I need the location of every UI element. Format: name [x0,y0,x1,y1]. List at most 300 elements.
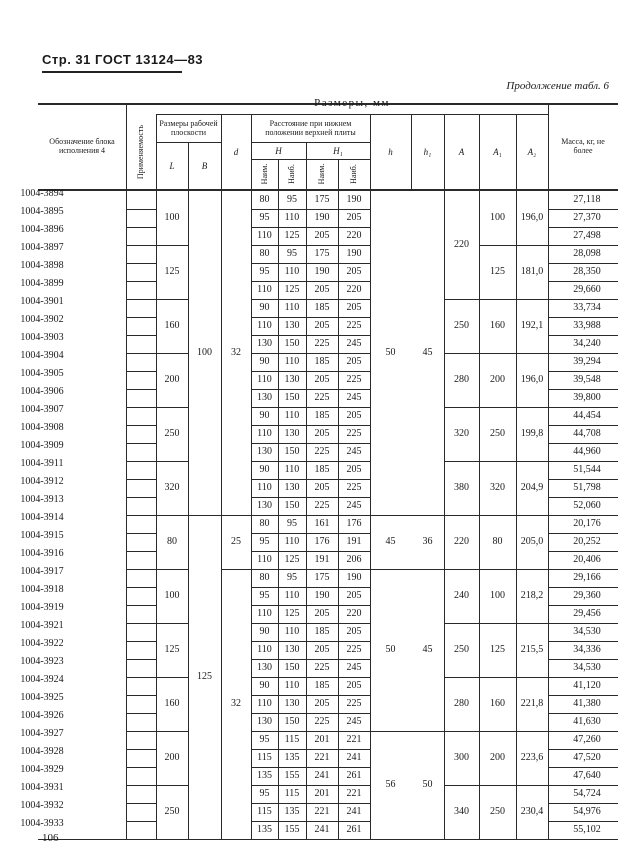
A1-value: 100 [490,212,505,223]
mass-value: 44,454 [573,410,601,421]
A1-value: 200 [490,374,505,385]
d-value: 25 [231,536,241,547]
header-rule [42,71,182,73]
H1-min-value: 241 [314,824,330,835]
mass-value: 52,060 [573,500,601,511]
row-rule [251,587,370,588]
H1-max-value: 261 [346,824,362,835]
H-max-value: 130 [284,482,300,493]
H1-min-value: 205 [314,698,330,709]
row-rule [548,389,618,390]
H1-max-value: 245 [346,716,362,727]
h-header: h [388,146,393,157]
header-column-rule [516,114,517,189]
H-min-value: 90 [259,680,270,691]
H1-min-value: 221 [314,752,330,763]
row-rule [548,263,618,264]
group-rule [516,785,548,786]
row-rule [126,461,156,462]
group-rule [479,461,516,462]
H-min-value: 130 [257,662,272,673]
row-rule [251,695,370,696]
block-designation: 1004-3901 [20,296,64,307]
mass-value: 29,360 [573,590,601,601]
row-rule [126,821,156,822]
L-value: 100 [164,590,180,601]
mass-value: 44,708 [573,428,601,439]
block-designation: 1004-3906 [20,386,64,397]
row-rule [548,533,618,534]
row-rule [126,767,156,768]
H-max-value: 135 [284,752,300,763]
row-rule [126,605,156,606]
row-rule [126,497,156,498]
header-rule [251,142,370,143]
H-min-value: 110 [257,482,272,493]
mass-value: 20,406 [573,554,601,565]
group-rule [479,245,516,246]
row-rule [126,353,156,354]
h1-value: 45 [422,644,433,655]
h1-value: 36 [422,536,433,547]
block-designation: 1004-3931 [20,782,64,793]
A2-value: 196,0 [520,374,544,385]
H1-min-value: 225 [314,500,330,511]
body-column-rule [516,189,517,839]
L-value: 100 [164,212,180,223]
H1-max-value: 245 [346,446,362,457]
row-rule [548,749,618,750]
mass-value: 41,630 [573,716,601,727]
H-min-value: 95 [259,590,270,601]
H-max-value: 110 [284,302,300,313]
row-rule [548,605,618,606]
mass-value: 34,530 [573,626,601,637]
A2-value: 223,6 [520,752,544,763]
row-rule [251,641,370,642]
A2-value: 221,8 [520,698,544,709]
mass-value: 27,118 [573,194,601,205]
group-rule [370,569,444,570]
A1-value: 320 [490,482,505,493]
row-rule [126,623,156,624]
row-rule [548,443,618,444]
header-column-rule [411,114,412,189]
block-designation: 1004-3905 [20,368,64,379]
row-rule [126,425,156,426]
applicability-header: Применяемость [136,124,145,179]
block-designation: 1004-3903 [20,332,64,343]
H1-max-value: 191 [346,536,362,547]
header-rule [251,159,370,160]
H1-min-value: 185 [314,356,330,367]
row-rule [548,551,618,552]
block-designation: 1004-3902 [20,314,64,325]
mass-value: 44,960 [573,446,601,457]
A2-header: A₂ [527,146,537,157]
A-value: 250 [454,320,469,331]
row-rule [126,407,156,408]
row-rule [251,209,370,210]
A-header: A [458,146,465,157]
row-rule [251,281,370,282]
header-column-rule [444,114,445,189]
row-rule [548,461,618,462]
H-min-value: 90 [259,410,270,421]
max-header: Наиб. [287,164,296,184]
group-rule [444,677,479,678]
block-designation: 1004-3914 [20,512,64,523]
H1-min-value: 175 [314,572,330,583]
row-rule [251,407,370,408]
H-min-value: 130 [257,716,272,727]
H1-min-value: 201 [314,734,330,745]
block-designation: 1004-3917 [20,566,64,577]
mass-value: 51,798 [573,482,601,493]
H1-min-value: 205 [314,374,330,385]
body-column-rule [126,189,127,839]
A1-value: 100 [490,590,505,601]
group-rule [479,353,516,354]
H1-max-value: 241 [346,806,362,817]
H-min-value: 90 [259,626,270,637]
group-rule [479,731,516,732]
block-designation: 1004-3925 [20,692,64,703]
row-rule [251,767,370,768]
L-value: 160 [164,320,180,331]
group-rule [221,569,251,570]
H-max-value: 95 [287,248,297,259]
block-designation: 1004-3895 [20,206,64,217]
header-column-rule [278,159,279,189]
block-designation: 1004-3928 [20,746,64,757]
header-bottom-rule [38,189,618,191]
H1-min-value: 161 [314,518,330,529]
row-rule [548,641,618,642]
header-column-rule [479,114,480,189]
H-max-value: 95 [287,518,297,529]
row-rule [251,803,370,804]
H1-max-value: 225 [346,482,362,493]
mass-value: 28,098 [573,248,601,259]
mass-value: 34,336 [573,644,601,655]
block-designation: 1004-3916 [20,548,64,559]
H1-max-value: 205 [346,356,362,367]
H1-max-value: 205 [346,590,362,601]
H-max-value: 130 [284,644,300,655]
row-rule [548,515,618,516]
A1-value: 160 [490,698,505,709]
H1-max-value: 221 [346,788,362,799]
row-rule [251,659,370,660]
H1-min-value: 225 [314,446,330,457]
group-rule [479,785,516,786]
block-designation: 1004-3923 [20,656,64,667]
H-header: H [275,145,282,156]
group-rule [156,353,188,354]
row-rule [548,317,618,318]
row-rule [251,317,370,318]
L-value: 200 [164,374,180,385]
body-column-rule [479,189,480,839]
H1-min-value: 191 [314,554,330,565]
row-rule [548,713,618,714]
H-min-value: 135 [257,824,272,835]
row-rule [548,335,618,336]
A1-header: A₁ [493,146,502,157]
H1-max-value: 220 [346,608,362,619]
row-rule [126,785,156,786]
H-max-value: 125 [284,608,300,619]
group-rule [444,623,479,624]
mass-value: 41,380 [573,698,601,709]
row-rule [251,623,370,624]
group-rule [516,569,548,570]
H1-max-value: 220 [346,284,362,295]
table-bottom-rule [38,839,618,840]
H1-min-value: 185 [314,626,330,637]
row-rule [251,479,370,480]
row-rule [548,677,618,678]
row-rule [126,569,156,570]
H-max-value: 130 [284,428,300,439]
mass-value: 20,252 [573,536,601,547]
H-max-value: 110 [284,212,300,223]
A2-value: 204,9 [520,482,544,493]
A2-value: 230,4 [520,806,544,817]
row-rule [548,623,618,624]
H-max-value: 110 [284,590,300,601]
H1-min-value: 175 [314,248,330,259]
block-designation: 1004-3897 [20,242,64,253]
B-value: 125 [197,671,212,682]
row-rule [126,659,156,660]
mass-value: 28,350 [573,266,601,277]
row-rule [251,461,370,462]
row-rule [548,425,618,426]
H1-max-value: 241 [346,752,362,763]
mass-value: 29,456 [573,608,601,619]
H-max-value: 110 [284,536,300,547]
row-rule [548,659,618,660]
H-min-value: 90 [259,302,270,313]
A-value: 380 [454,482,469,493]
header-column-rule [251,114,252,189]
B-header: B [201,160,208,171]
H-max-value: 115 [284,734,300,745]
A-value: 220 [454,239,469,250]
H-min-value: 80 [259,194,270,205]
H1-min-value: 241 [314,770,330,781]
block-designation: 1004-3912 [20,476,64,487]
h-value: 50 [385,347,396,358]
row-rule [251,569,370,570]
row-rule [126,263,156,264]
mass-value: 34,240 [573,338,601,349]
A2-value: 199,8 [520,428,544,439]
H-max-value: 150 [284,500,300,511]
row-rule [548,695,618,696]
row-rule [548,497,618,498]
group-rule [479,299,516,300]
H1-min-value: 205 [314,320,330,331]
group-rule [156,677,188,678]
row-rule [126,731,156,732]
H-min-value: 95 [259,266,270,277]
H-min-value: 130 [257,392,272,403]
h1-header: h₁ [423,146,432,157]
group-rule [516,353,548,354]
block-designation: 1004-3907 [20,404,64,415]
mass-value: 47,640 [573,770,601,781]
group-rule [516,677,548,678]
header-column-rule [126,103,127,114]
A2-value: 196,0 [520,212,544,223]
H-min-value: 90 [259,356,270,367]
A1-value: 250 [490,428,505,439]
body-column-rule [338,189,339,839]
H1-max-value: 261 [346,770,362,781]
H-max-value: 135 [284,806,300,817]
H-max-value: 110 [284,266,300,277]
row-rule [251,443,370,444]
block-designation: 1004-3915 [20,530,64,541]
H-max-value: 155 [284,770,300,781]
H-max-value: 155 [284,824,300,835]
A2-value: 192,1 [520,320,544,331]
H-min-value: 95 [259,734,270,745]
body-column-rule [156,189,157,839]
H1-max-value: 221 [346,734,362,745]
H1-min-value: 225 [314,392,330,403]
group-rule [444,353,479,354]
H-max-value: 95 [287,572,297,583]
mass-value: 29,660 [573,284,601,295]
L-value: 250 [164,428,180,439]
H-min-value: 115 [257,806,272,817]
L-value: 200 [164,752,180,763]
H1-min-value: 221 [314,806,330,817]
mass-value: 39,294 [573,356,601,367]
row-rule [548,245,618,246]
row-rule [126,335,156,336]
H1-max-value: 245 [346,662,362,673]
A-value: 250 [454,644,469,655]
group-rule [156,569,188,570]
row-rule [251,785,370,786]
row-rule [548,803,618,804]
group-rule [156,407,188,408]
H-max-value: 95 [287,194,297,205]
L-header: L [169,160,175,171]
H1-min-value: 225 [314,716,330,727]
H-min-value: 95 [259,788,270,799]
group-rule [156,785,188,786]
A-value: 280 [454,698,469,709]
row-rule [126,371,156,372]
H-max-value: 130 [284,374,300,385]
row-rule [126,299,156,300]
row-rule [251,533,370,534]
row-rule [251,821,370,822]
group-rule [444,515,479,516]
mass-value: 41,120 [573,680,601,691]
H-max-value: 130 [284,320,300,331]
block-designation: 1004-3933 [20,818,64,829]
row-rule [126,479,156,480]
row-rule [251,515,370,516]
page-number: 106 [42,832,59,844]
row-rule [548,821,618,822]
row-rule [126,587,156,588]
mass-value: 54,724 [573,788,601,799]
H1-max-value: 205 [346,302,362,313]
H-max-value: 125 [284,230,300,241]
H-max-value: 150 [284,446,300,457]
h-value: 50 [385,644,396,655]
mass-value: 29,166 [573,572,601,583]
A2-value: 181,0 [520,266,544,277]
group-rule [221,515,251,516]
H-min-value: 115 [257,752,272,763]
H-max-value: 150 [284,716,300,727]
row-rule [126,551,156,552]
group-rule [516,461,548,462]
H-min-value: 130 [257,446,272,457]
h-value: 45 [385,536,396,547]
A1-value: 80 [492,536,503,547]
H-min-value: 95 [259,212,270,223]
body-column-rule [444,189,445,839]
row-rule [126,533,156,534]
block-designation: 1004-3896 [20,224,64,235]
H1-max-value: 245 [346,392,362,403]
group-rule [370,731,444,732]
H1-min-value: 185 [314,302,330,313]
A1-value: 160 [490,320,505,331]
header-column-rule [338,159,339,189]
row-rule [126,641,156,642]
header-column-rule [126,114,127,189]
H-max-value: 110 [284,680,300,691]
group-rule [156,623,188,624]
H-min-value: 80 [259,572,270,583]
block-designation: 1004-3908 [20,422,64,433]
min-header: Наим. [317,163,326,185]
A2-value: 205,0 [520,536,544,547]
H-max-value: 110 [284,356,300,367]
A-value: 220 [454,536,469,547]
min-header: Наим. [259,163,269,185]
H1-max-value: 205 [346,410,362,421]
H-min-value: 110 [257,698,272,709]
L-value: 320 [164,482,180,493]
A1-value: 125 [490,644,505,655]
H1-min-value: 190 [314,266,330,277]
row-rule [251,497,370,498]
H1-max-value: 190 [346,248,362,259]
row-rule [126,317,156,318]
row-rule [126,803,156,804]
dimensions-table [20,96,618,835]
H-min-value: 130 [257,500,272,511]
group-rule [444,461,479,462]
h1-value: 45 [422,347,433,358]
H1-max-value: 245 [346,338,362,349]
mass-value: 27,498 [573,230,601,241]
H1-min-value: 175 [314,194,330,205]
row-rule [548,479,618,480]
